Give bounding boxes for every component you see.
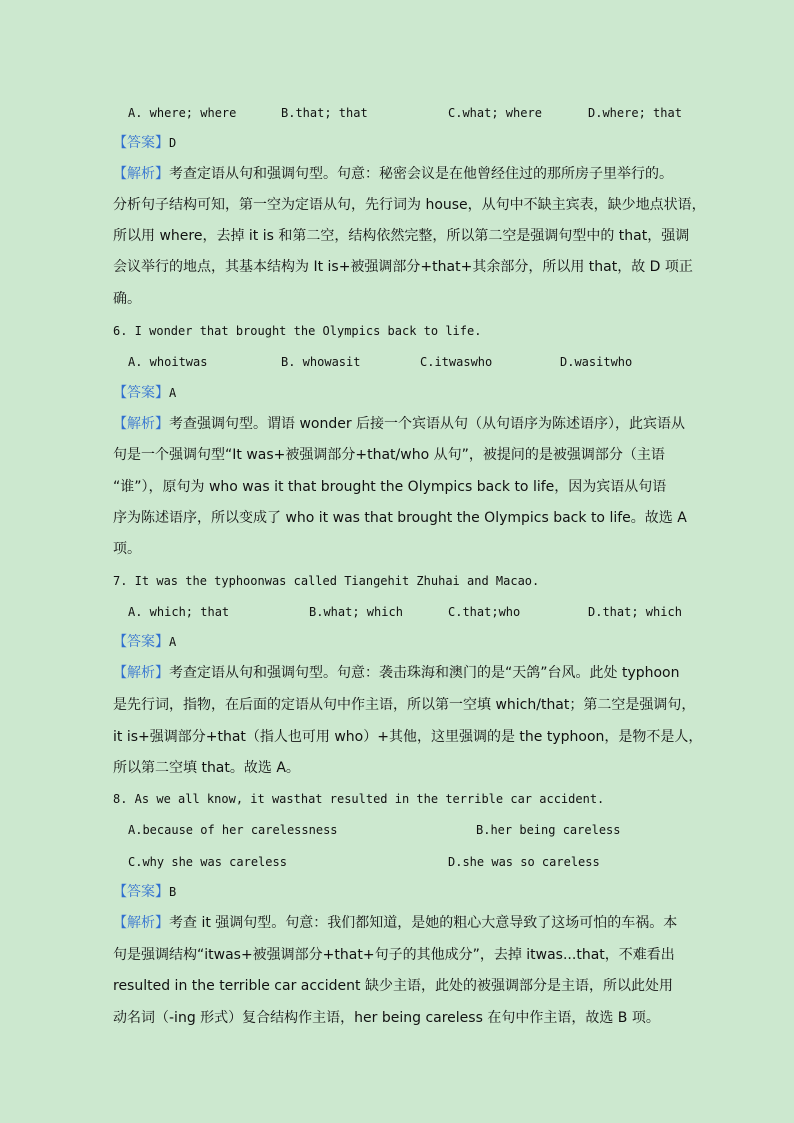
q6-option-d: D.wasitwho [560, 355, 633, 369]
q6-analysis-line-3: “谁”），原句为 who was it that brought the Olympics back to life，因为宾语从句语 [113, 479, 667, 495]
q8-question: 8. As we all know, it wasthat resulted in the terrible car accident. [113, 792, 605, 806]
q5-analysis-line-2: 分析句子结构可知，第一空为定语从句，先行词为 house，从句中不缺主宾表，缺少地点状语， [113, 197, 706, 213]
q8-analysis-line-2: 句是强调结构“itwas+被强调部分+that+句子的其他成分”，去掉 itwas...that，不难看出 [113, 947, 675, 963]
q7-option-c: C.that;who [448, 605, 521, 619]
q8-analysis-line-3: resulted in the terrible car accident 缺少主语，此处的被强调部分是主语，所以此处用 [113, 978, 673, 994]
q8-analysis-line-1: 【解析】考查 it 强调句型。句意：我们都知道，是她的粗心大意导致了这场可怕的车祸。本 [113, 915, 678, 931]
q5-analysis-line-3: 所以用 where，去掉 it is 和第二空，结构依然完整，所以第二空是强调句型中的 that，强调 [113, 228, 690, 244]
q6-option-a: A. whoitwas [128, 355, 208, 369]
q5-analysis-line-1: 【解析】考查定语从句和强调句型。句意：秘密会议是在他曾经住过的那所房子里举行的。 [113, 166, 673, 182]
q5-option-a: A. where; where [128, 106, 237, 120]
q8-answer-line [113, 883, 176, 901]
q6-option-c: C.itwaswho [420, 355, 493, 369]
q7-option-d: D.that; which [588, 605, 682, 619]
q6-analysis-line-1: 【解析】考查强调句型。谓语 wonder 后接一个宾语从句（从句语序为陈述语序），此宾语从 [113, 416, 686, 432]
answer-tag: 【答案】 [113, 135, 169, 151]
q5-option-d: D.where; that [588, 106, 682, 120]
q7-option-b: B.what; which [309, 605, 403, 619]
q7-question: 7. It was the typhoonwas called Tiangehit Zhuhai and Macao. [113, 574, 540, 588]
q7-option-a: A. which; that [128, 605, 230, 619]
q6-analysis-line-2: 句是一个强调句型“It was+被强调部分+that/who 从句”，被提问的是被强调部分（主语 [113, 447, 665, 463]
analysis-tag: 【解析】 [113, 166, 169, 182]
q8-analysis-line-4: 动名词（-ing 形式）复合结构作主语，her being careless 在句中作主语，故选 B 项。 [113, 1010, 660, 1026]
q7-analysis-line-4: 所以第二空填 that。故选 A。 [113, 760, 300, 776]
q5-answer: D [169, 136, 177, 150]
q8-option-c: C.why she was careless [128, 855, 287, 869]
answer-tag: 【答案】 [113, 385, 169, 401]
analysis-tag: 【解析】 [113, 416, 169, 432]
q7-answer-line [113, 633, 176, 651]
q6-question: 6. I wonder that brought the Olympics back to life. [113, 324, 482, 338]
q5-answer-line [113, 134, 176, 152]
q8-option-b: B.her being careless [476, 823, 621, 837]
q7-analysis-line-3: it is+强调部分+that（指人也可用 who）+其他，这里强调的是 the typhoon，是物不是人， [113, 729, 703, 745]
q8-option-d: D.she was so careless [448, 855, 600, 869]
q7-analysis-line-1: 【解析】考查定语从句和强调句型。句意：袭击珠海和澳门的是“天鸽”台风。此处 typhoon [113, 665, 680, 681]
q8-option-a: A.because of her carelessness [128, 823, 338, 837]
analysis-tag: 【解析】 [113, 915, 169, 931]
q5-option-c: C.what; where [448, 106, 542, 120]
answer-tag: 【答案】 [113, 634, 169, 650]
q6-answer: A [169, 386, 177, 400]
q7-answer: A [169, 635, 177, 649]
q5-option-b: B.that; that [281, 106, 368, 120]
q6-option-b: B. whowasit [281, 355, 361, 369]
analysis-tag: 【解析】 [113, 665, 169, 681]
q6-analysis-line-5: 项。 [113, 541, 141, 557]
answer-tag: 【答案】 [113, 884, 169, 900]
q5-analysis-line-5: 确。 [113, 291, 141, 307]
q6-analysis-line-4: 序为陈述语序，所以变成了 who it was that brought the Olympics back to life。故选 A [113, 510, 687, 526]
q8-answer: B [169, 885, 177, 899]
q5-analysis-line-4: 会议举行的地点，其基本结构为 It is+被强调部分+that+其余部分，所以用 that，故 D 项正 [113, 259, 693, 275]
q6-answer-line [113, 384, 176, 402]
q7-analysis-line-2: 是先行词，指物，在后面的定语从句中作主语，所以第一空填 which/that；第二空是强调句， [113, 697, 696, 713]
